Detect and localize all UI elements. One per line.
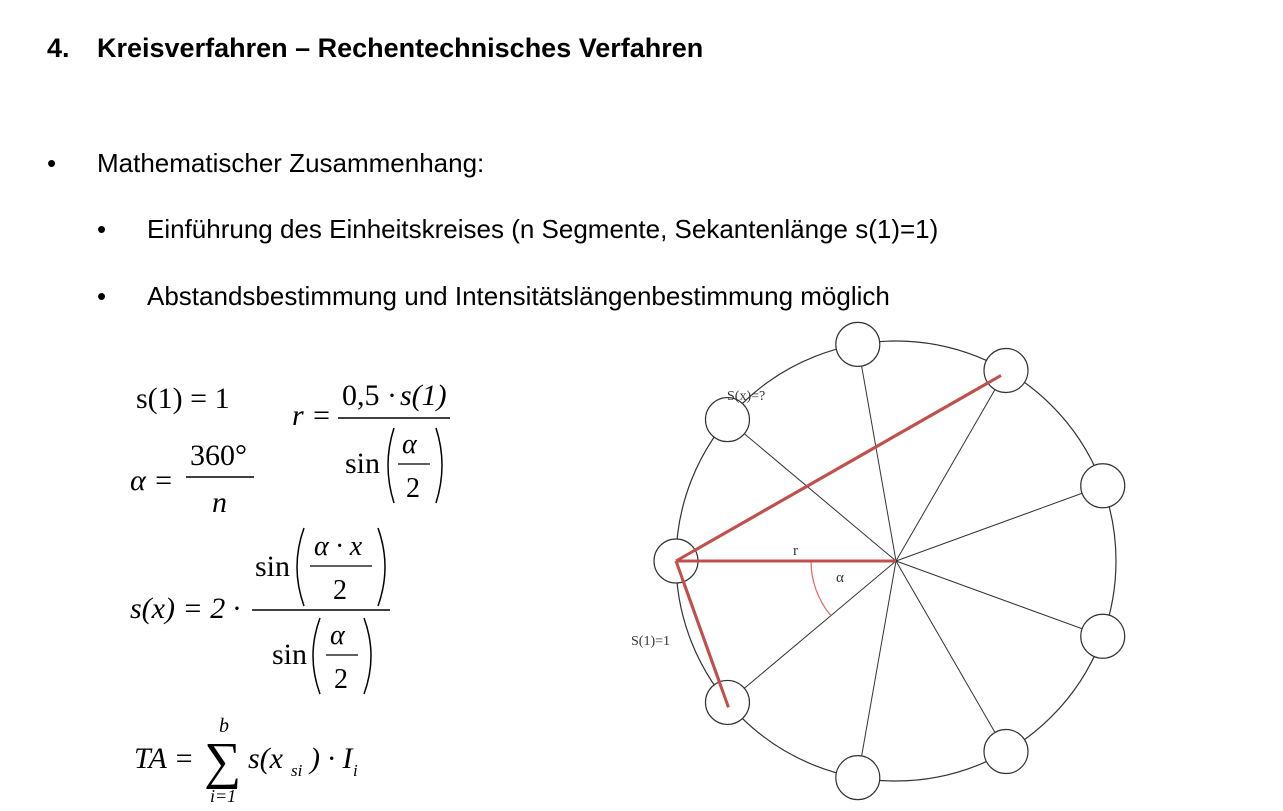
formula-sx-top-inner-num: α · x <box>314 531 363 562</box>
formula-ta-close: ) · I <box>310 742 353 775</box>
label-alpha: α <box>836 570 844 586</box>
formula-r-lhs: r = <box>292 399 332 432</box>
label-s1: S(1)=1 <box>631 634 671 649</box>
bullet-marker: • <box>47 148 57 178</box>
slide-number: 4. <box>47 33 70 63</box>
bullet-text: Abstandsbestimmung und Intensitätslängenbestimmung möglich <box>147 281 890 311</box>
paren-left <box>388 428 394 503</box>
formula-r-num-term: s(1) <box>400 379 447 412</box>
radius-line <box>896 370 1006 561</box>
formula-alpha-num: 360° <box>190 439 247 472</box>
sum-sign: ∑ <box>204 733 242 790</box>
radius-line <box>858 561 896 778</box>
label-radius: r <box>793 543 798 559</box>
formula-r-inner-den: 2 <box>406 473 420 504</box>
paren-right <box>378 528 385 606</box>
formula-panel <box>0 0 600 811</box>
paren-right <box>436 428 442 503</box>
bullet-marker: • <box>97 214 107 244</box>
segment-node <box>836 322 880 366</box>
formula-sx-top-func: sin <box>255 550 291 583</box>
formula-r-den-func: sin <box>345 447 381 480</box>
radius-line <box>727 561 896 702</box>
paren-right <box>364 618 371 694</box>
bullet-text: Einführung des Einheitskreises (n Segmente, Sekantenlänge s(1)=1) <box>147 214 939 244</box>
radius-line <box>896 561 1103 636</box>
paren-left <box>313 618 320 694</box>
formula-ta-lower: i=1 <box>210 786 237 806</box>
label-sx-question: S(x)=? <box>727 389 766 404</box>
formula-sx-bottom-inner-num: α <box>330 620 345 651</box>
formula-r-inner-num: α <box>402 429 417 460</box>
segment-node <box>984 730 1028 774</box>
formula-ta-term: s(x <box>248 742 283 775</box>
formula-alpha-lhs: α = <box>130 464 174 497</box>
segment-node <box>1081 614 1125 658</box>
segment-node <box>836 756 880 800</box>
formula-sx-top-inner-den: 2 <box>333 575 347 606</box>
formula-sx-bottom-inner-den: 2 <box>334 664 348 695</box>
radius-line <box>727 420 896 561</box>
formula-ta-sub: si <box>291 761 303 780</box>
segment-node <box>1081 464 1125 508</box>
formula-ta-sub2: i <box>353 761 358 780</box>
circle-group <box>654 322 1125 799</box>
formula-r-num-const: 0,5 · <box>342 379 397 412</box>
bullet-marker: • <box>97 281 107 311</box>
formula-ta-upper: b <box>219 715 229 737</box>
formula-ta-lhs: TA = <box>134 742 194 775</box>
secant-s1-highlight <box>676 561 728 707</box>
angle-arc <box>811 561 831 616</box>
radius-line <box>896 486 1103 561</box>
formula-alpha-den: n <box>212 486 227 519</box>
formula-sx-bottom-func: sin <box>272 638 308 671</box>
formula-sx-lhs: s(x) = 2 · <box>130 592 241 625</box>
bullet-text: Mathematischer Zusammenhang: <box>97 148 485 178</box>
paren-left <box>297 528 304 606</box>
unit-circle-diagram <box>600 300 1160 811</box>
radius-line <box>896 561 1006 752</box>
slide-title-text: Kreisverfahren – Rechentechnisches Verfahren <box>97 33 704 63</box>
formula-s1: s(1) = 1 <box>136 382 230 415</box>
segment-node <box>984 348 1028 392</box>
segment-node <box>705 398 749 442</box>
